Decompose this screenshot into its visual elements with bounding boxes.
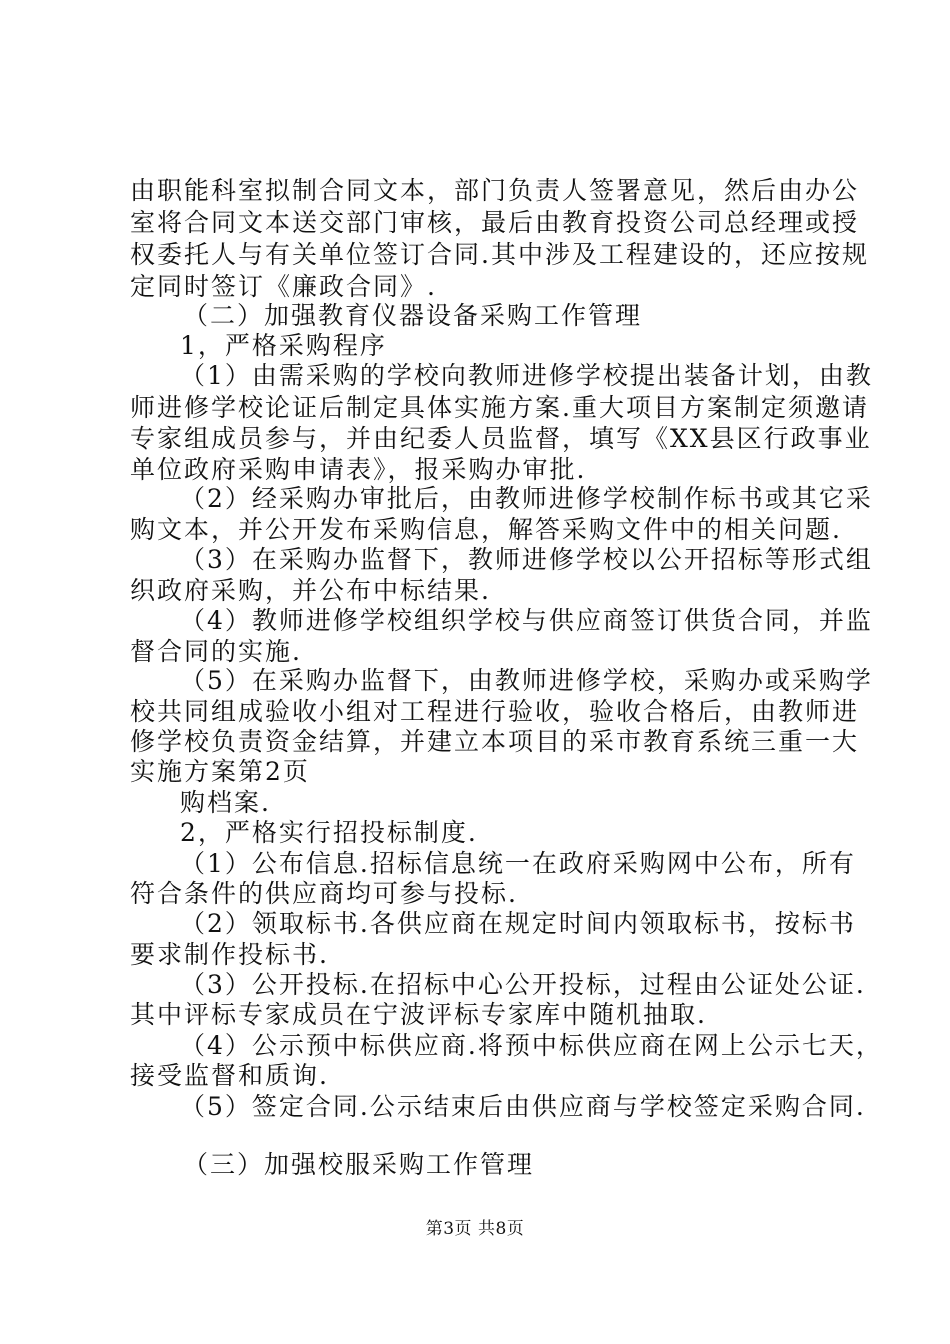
body-text-line: （2）领取标书.各供应商在规定时间内领取标书，按标书 bbox=[180, 909, 856, 938]
body-text-line: 督合同的实施. bbox=[130, 637, 302, 666]
body-text-line: （2）经采购办审批后，由教师进修学校制作标书或其它采 bbox=[180, 484, 873, 513]
body-text-line: 实施方案第2页 bbox=[130, 757, 310, 786]
body-text-line: （1）由需采购的学校向教师进修学校提出装备计划，由教 bbox=[180, 361, 873, 390]
body-text-line: （5）在采购办监督下，由教师进修学校，采购办或采购学 bbox=[180, 666, 873, 695]
body-text-line: 购文本，并公开发布采购信息，解答采购文件中的相关问题. bbox=[130, 515, 842, 544]
body-text-line: 由职能科室拟制合同文本，部门负责人签署意见，然后由办公 bbox=[130, 176, 860, 205]
body-text-line: （1）公布信息.招标信息统一在政府采购网中公布，所有 bbox=[180, 849, 856, 878]
body-text-line: 要求制作投标书. bbox=[130, 940, 329, 969]
body-text-line: （3）公开投标.在招标中心公开投标，过程由公证处公证. bbox=[180, 970, 866, 999]
body-text-line: 单位政府采购申请表》，报采购办审批. bbox=[130, 455, 587, 484]
subsection-heading: 2，严格实行招投标制度. bbox=[180, 818, 478, 847]
page-footer: 第3页 共8页 bbox=[425, 1219, 525, 1239]
body-text-line: 定同时签订《廉政合同》. bbox=[130, 272, 437, 301]
body-text-line: 接受监督和质询. bbox=[130, 1061, 329, 1090]
body-text-line: （4）公示预中标供应商.将预中标供应商在网上公示七天， bbox=[180, 1031, 883, 1060]
body-text-line: 符合条件的供应商均可参与投标. bbox=[130, 879, 518, 908]
section-heading: （二）加强教育仪器设备采购工作管理 bbox=[183, 301, 643, 330]
body-text-line: 室将合同文本送交部门审核，最后由教育投资公司总经理或授 bbox=[130, 208, 860, 237]
body-text-line: 校共同组成验收小组对工程进行验收，验收合格后，由教师进 bbox=[130, 697, 860, 726]
body-text-line: 购档案. bbox=[180, 788, 271, 817]
body-text-line: （5）签定合同.公示结束后由供应商与学校签定采购合同. bbox=[180, 1092, 866, 1121]
body-text-line: （3）在采购办监督下，教师进修学校以公开招标等形式组 bbox=[180, 545, 873, 574]
body-text-line: 织政府采购，并公布中标结果. bbox=[130, 576, 491, 605]
section-heading: （三）加强校服采购工作管理 bbox=[183, 1150, 535, 1179]
body-text-line: 专家组成员参与，并由纪委人员监督，填写《XX县区行政事业 bbox=[130, 424, 872, 453]
body-text-line: 其中评标专家成员在宁波评标专家库中随机抽取. bbox=[130, 1000, 707, 1029]
body-text-line: 修学校负责资金结算，并建立本项目的采市教育系统三重一大 bbox=[130, 727, 860, 756]
subsection-heading: 1，严格采购程序 bbox=[180, 331, 387, 360]
body-text-line: 权委托人与有关单位签订合同.其中涉及工程建设的，还应按规 bbox=[130, 240, 869, 269]
body-text-line: （4）教师进修学校组织学校与供应商签订供货合同，并监 bbox=[180, 606, 873, 635]
body-text-line: 师进修学校论证后制定具体实施方案.重大项目方案制定须邀请 bbox=[130, 393, 869, 422]
